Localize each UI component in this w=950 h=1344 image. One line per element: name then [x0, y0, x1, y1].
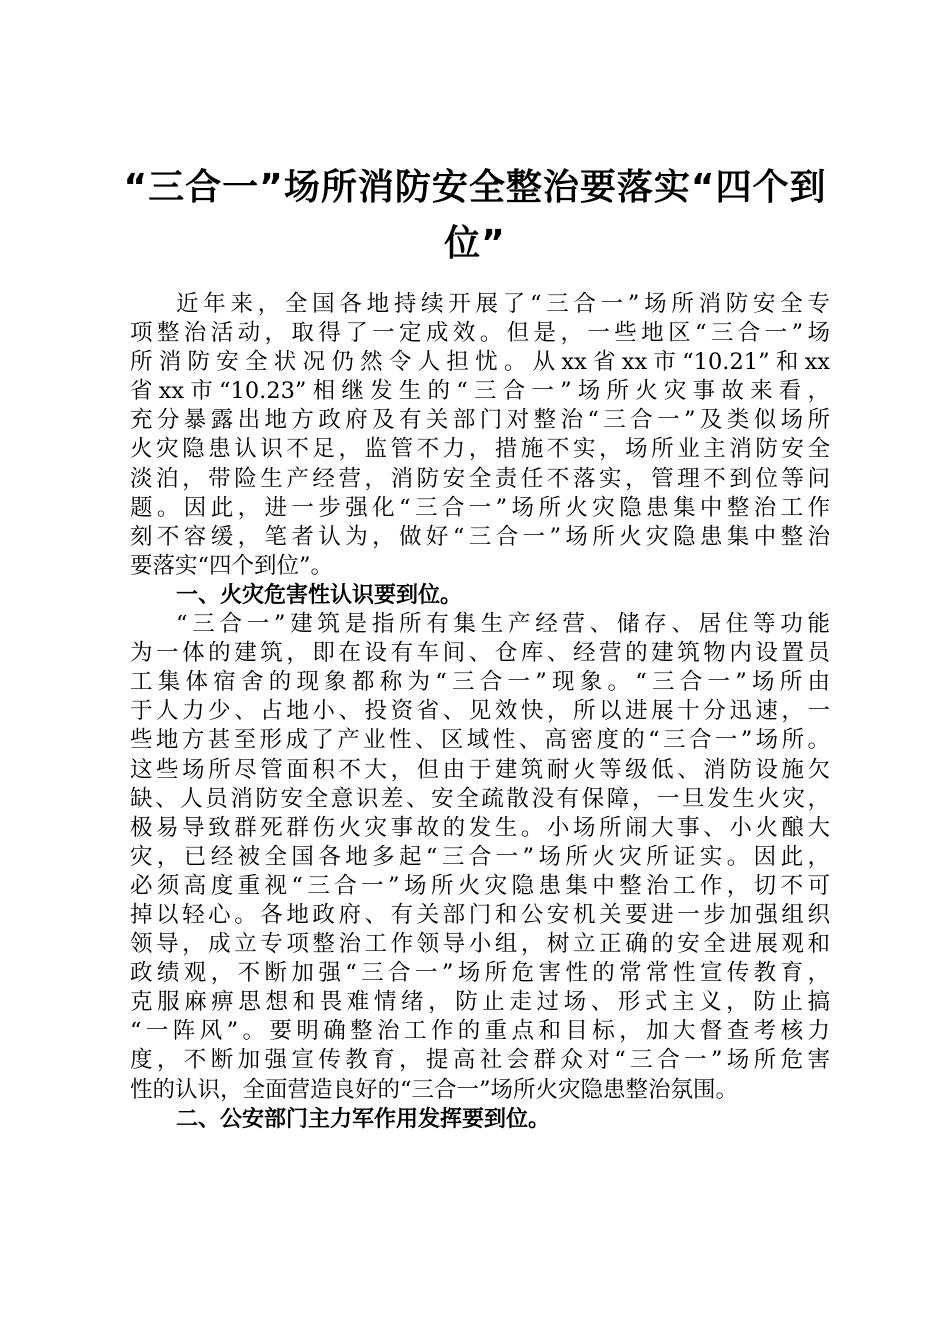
document-body [130, 290, 830, 1134]
text-line: 灾，已经被全国各地多起“三合一”场所火灾所证实。因此， [130, 843, 830, 870]
text-line: 所消防安全状况仍然令人担忧。从xx省xx市“10.21”和xx [130, 349, 830, 376]
text-line: 政绩观，不断加强“三合一”场所危害性的常常性宣传教育， [130, 960, 830, 987]
paragraph-intro [130, 290, 830, 581]
text-line: 淡泊，带险生产经营，消防安全责任不落实，管理不到位等问 [130, 465, 830, 492]
text-line: 题。因此，进一步强化“三合一”场所火灾隐患集中整治工作 [130, 494, 830, 521]
text-line: 近年来，全国各地持续开展了“三合一”场所消防安全专 [176, 291, 830, 317]
text-line: 项整治活动，取得了一定成效。但是，一些地区“三合一”场 [130, 320, 830, 347]
text-line: 性的认识，全面营造良好的“三合一”场所火灾隐患整治氛围。 [130, 1076, 739, 1103]
text-line: 要落实“四个到位”。 [130, 552, 334, 579]
section-heading-1: 一、火灾危害性认识要到位。 [176, 582, 463, 608]
text-line: 领导，成立专项整治工作领导小组，树立正确的安全进展观和 [130, 931, 830, 958]
text-line: “三合一”建筑是指所有集生产经营、储存、居住等功能 [176, 611, 830, 638]
text-line: 刻不容缓，笔者认为，做好“三合一”场所火灾隐患集中整治 [130, 523, 830, 550]
text-line: 火灾隐患认识不足，监管不力，措施不实，场所业主消防安全 [130, 436, 830, 463]
section-heading-2: 二、公安部门主力军作用发挥要到位。 [176, 1106, 551, 1132]
text-line: 这些场所尽管面积不大，但由于建筑耐火等级低、消防设施欠 [130, 756, 830, 783]
text-line: 必须高度重视“三合一”场所火灾隐患集中整治工作，切不可 [130, 872, 830, 899]
text-line: 为一体的建筑，即在设有车间、仓库、经营的建筑物内设置员 [130, 640, 830, 667]
text-line: 克服麻痹思想和畏难情绪，防止走过场、形式主义，防止搞 [130, 989, 830, 1016]
paragraph-section-1 [130, 610, 830, 1105]
text-line: 极易导致群死群伤火灾事故的发生。小场所闹大事、小火酿大 [130, 814, 830, 841]
text-line: 于人力少、占地小、投资省、见效快，所以进展十分迅速，一 [130, 698, 830, 725]
text-line: 些地方甚至形成了产业性、区域性、高密度的“三合一”场所。 [130, 727, 830, 754]
text-line: 度，不断加强宣传教育，提高社会群众对“三合一”场所危害 [130, 1047, 830, 1074]
text-line: 掉以轻心。各地政府、有关部门和公安机关要进一步加强组织 [130, 901, 830, 928]
text-line: 缺、人员消防安全意识差、安全疏散没有保障，一旦发生火灾， [130, 785, 830, 812]
text-line: 省xx市“10.23”相继发生的“三合一”场所火灾事故来看， [130, 378, 830, 405]
document-title [100, 160, 850, 272]
title-line-2: 位” [444, 223, 506, 264]
text-line: 充分暴露出地方政府及有关部门对整治“三合一”及类似场所 [130, 407, 830, 434]
text-line: “一阵风”。要明确整治工作的重点和目标，加大督查考核力 [130, 1018, 830, 1045]
text-line: 工集体宿舍的现象都称为“三合一”现象。“三合一”场所由 [130, 669, 830, 696]
title-line-1: “三合一”场所消防安全整治要落实“四个到 [123, 167, 827, 208]
